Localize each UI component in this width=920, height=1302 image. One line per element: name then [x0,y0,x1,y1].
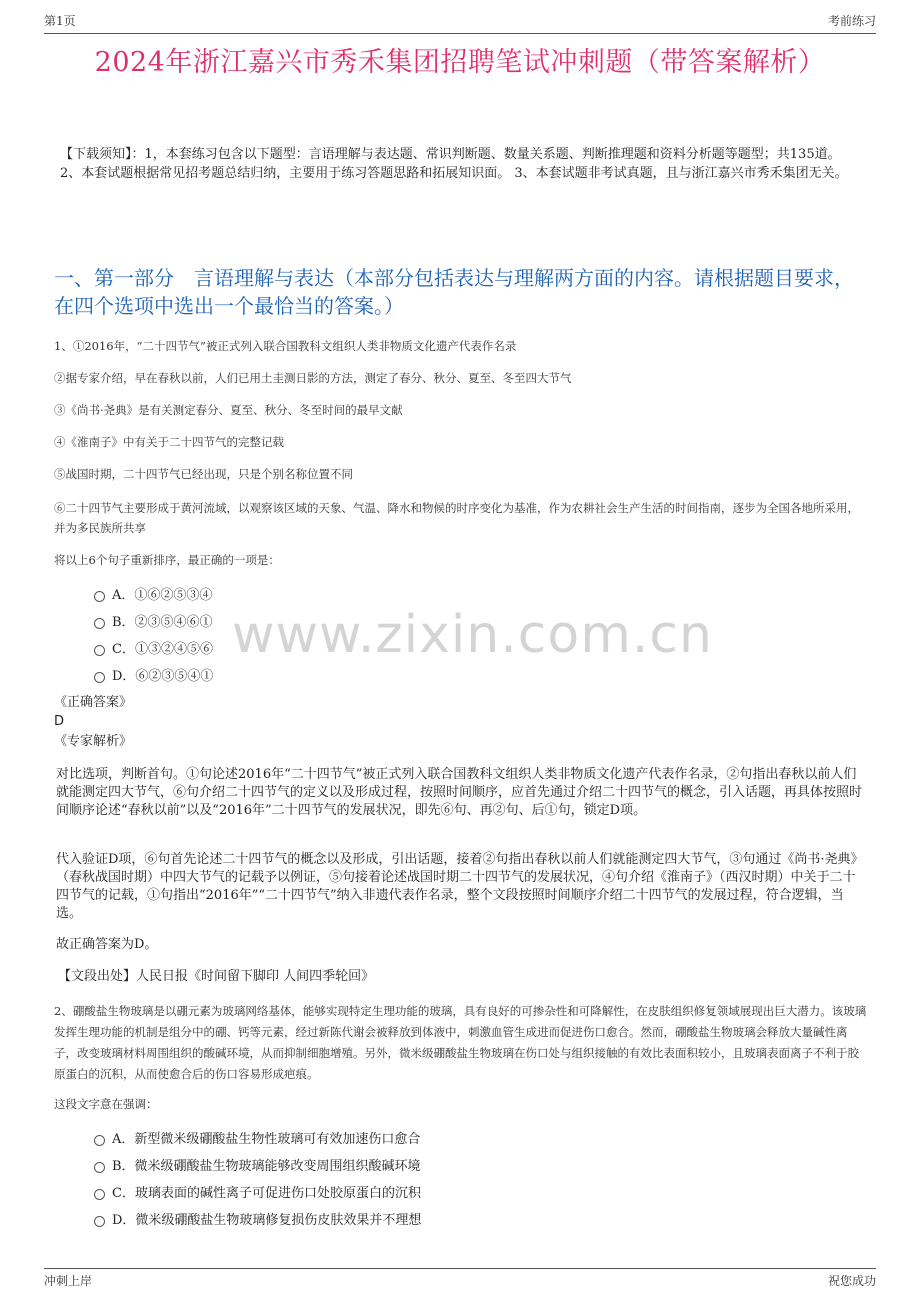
q1-sentence-4: ④《淮南子》中有关于二十四节气的完整记载 [54,435,284,449]
radio-icon[interactable] [94,1135,105,1146]
footer-right: 祝您成功 [827,1274,876,1288]
radio-icon[interactable] [94,645,105,656]
q1-option-b[interactable]: B．②③⑤④⑥① [94,611,213,630]
radio-icon[interactable] [94,1162,105,1173]
passage-source: 【文段出处】人民日报《时间留下脚印 人间四季轮回》 [58,969,375,984]
page-header [44,12,876,32]
analysis-paragraph-1: 对比选项，判断首句。①句论述2016年“二十四节气”被正式列入联合国教科文组织人类非物质文化遗产代表作名录，②句指出春秋以前人们就能测定四大节气，⑥句介绍二十四节气的定义以及形成过程，按照时间顺序，应首先通过介绍二十四节气的概念，引入话题，再具体按照时间顺序论述“春秋以前”以及“2016年”二十四节气的发展状况，即先⑥句、再②句、后①句，锁定D项。 [56,767,863,818]
watermark: www.zixin.com.cn [232,605,713,665]
footer-left: 冲刺上岸 [44,1274,93,1288]
q1-sentence-2: ②据专家介绍，早在春秋以前，人们已用土圭测日影的方法，测定了春分、秋分、夏至、冬至四大节气 [54,371,572,385]
radio-icon[interactable] [94,618,105,629]
q1-prompt: 将以上6个句子重新排序，最正确的一项是： [54,553,280,567]
radio-icon[interactable] [94,1216,105,1227]
analysis-conclusion: 故正确答案为D。 [56,937,158,952]
answer-label: 《正确答案》 [54,695,133,710]
q2-option-a[interactable]: A．新型微米级硼酸盐生物性玻璃可有效加速伤口愈合 [94,1128,420,1147]
q1-sentence-3: ③《尚书·尧典》是有关测定春分、夏至、秋分、冬至时间的最早文献 [54,403,403,417]
section-heading: 一、第一部分 言语理解与表达（本部分包括表达与理解两方面的内容。请根据题目要求，在四个选项中选出一个最恰当的答案。） [54,266,854,318]
download-notice: 【下载须知】：1，本套练习包含以下题型：言语理解与表达题、常识判断题、数量关系题、判断推理题和资料分析题等题型；共135道。 2、本套试题根据常见招考题总结归纳，主要用于练习答题思路和拓展知识面。 3、本套试题非考试真题，且与浙江嘉兴市秀禾集团无关。 [60,147,848,181]
radio-icon[interactable] [94,591,105,602]
q1-sentence-5: ⑤战国时期，二十四节气已经出现，只是个别名称位置不同 [54,467,353,481]
q1-sentence-6: ⑥二十四节气主要形成于黄河流域，以观察该区域的天象、气温、降水和物候的时序变化为基准，作为农耕社会生产生活的时间指南，逐步为全国各地所采用，并为多民族所共享 [54,501,859,535]
footer-divider [44,1268,876,1269]
analysis-label: 《专家解析》 [54,734,133,749]
page-number: 第1页 [44,14,76,28]
q1-option-d[interactable]: D．⑥②③⑤④① [94,665,213,684]
analysis-paragraph-2: 代入验证D项，⑥句首先论述二十四节气的概念以及形成，引出话题，接着②句指出春秋以前人们就能测定四大节气，③句通过《尚书·尧典》（春秋战国时期）中四大节气的记载予以例证，⑤句接着论述战国时期二十四节气的发展状况，④句介绍《淮南子》（西汉时期）中关于二十四节气的记载，①句指出“2016年”“二十四节气”纳入非遗代表作名录，整个文段按照时间顺序介绍二十四节气的发展过程，符合逻辑，当选。 [56,852,864,921]
q2-option-d[interactable]: D．微米级硼酸盐生物玻璃修复损伤皮肤效果并不理想 [94,1209,421,1228]
document-title: 2024年浙江嘉兴市秀禾集团招聘笔试冲刺题（带答案解析） [94,47,826,78]
radio-icon[interactable] [94,672,105,683]
q1-sentence-1: 1、①2016年，“二十四节气”被正式列入联合国教科文组织人类非物质文化遗产代表作名录 [54,339,517,353]
header-label: 考前练习 [827,14,876,28]
radio-icon[interactable] [94,1189,105,1200]
q2-option-c[interactable]: C．玻璃表面的碱性离子可促进伤口处胶原蛋白的沉积 [94,1182,421,1201]
q1-option-c[interactable]: C．①③②④⑤⑥ [94,638,213,657]
q2-text: 2、硼酸盐生物玻璃是以硼元素为玻璃网络基体，能够实现特定生理功能的玻璃，具有良好的可掺杂性和可降解性，在皮肤组织修复领域展现出巨大潜力。该玻璃发挥生理功能的机制是组分中的硼、钙等元素，经过新陈代谢会被释放到体液中，刺激血管生成进而促进伤口愈合。然而，硼酸盐生物玻璃会释放大量碱性离子，改变玻璃材料周围组织的酸碱环境，从而抑制细胞增殖。另外，微米级硼酸盐生物玻璃在伤口处与组织接触的有效比表面积较小，且玻璃表面离子不利于胶原蛋白的沉积，从而使愈合后的伤口容易形成疤痕。 [54,1004,867,1081]
q2-prompt: 这段文字意在强调： [54,1097,158,1111]
answer-value: D [54,714,65,729]
q1-option-a[interactable]: A．①⑥②⑤③④ [94,584,212,603]
q2-option-b[interactable]: B．微米级硼酸盐生物玻璃能够改变周围组织酸碱环境 [94,1155,421,1174]
header-divider [44,33,876,34]
